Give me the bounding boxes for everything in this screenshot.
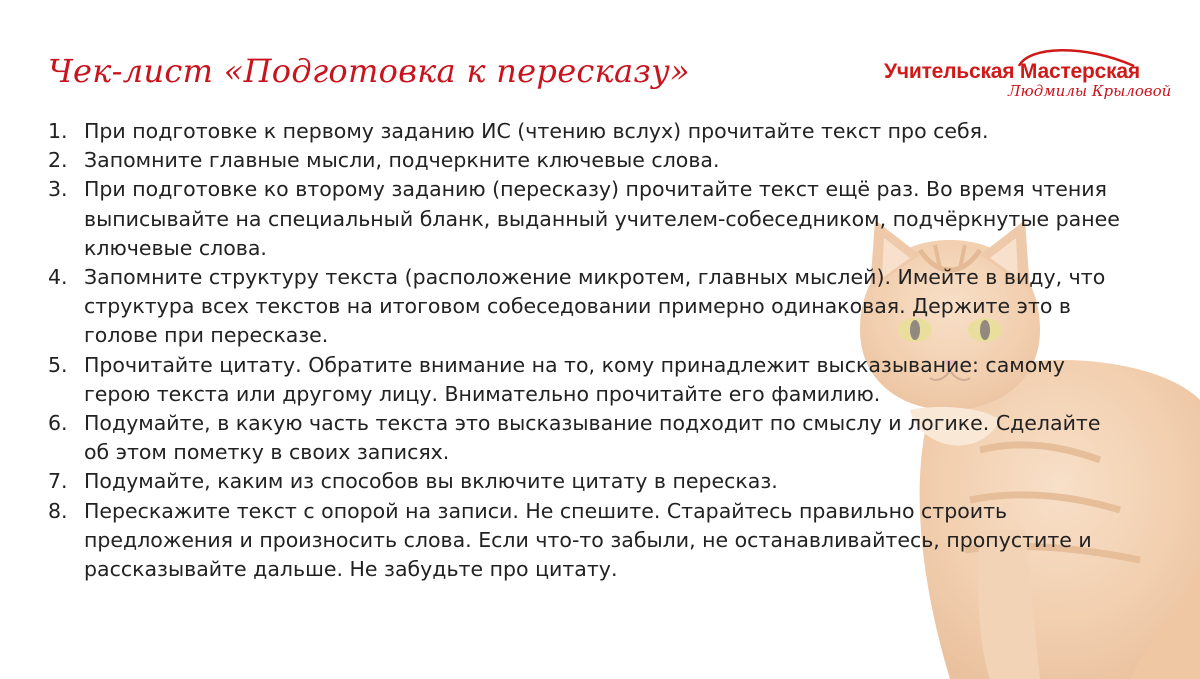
item-number: 7.: [48, 469, 68, 494]
item-number: 4.: [48, 265, 68, 290]
item-text: Подумайте, каким из способов вы включите цитату в пересказ.: [84, 469, 778, 494]
brand-logo: [884, 40, 1172, 110]
checklist-item: [48, 146, 1128, 175]
checklist-item: [48, 467, 1128, 496]
page-title: Чек-лист «Подготовка к пересказу»: [48, 52, 690, 90]
item-number: 5.: [48, 352, 68, 377]
item-text: Прочитайте цитату. Обратите внимание на то, кому принадлежит высказывание: самому герою текста или другому лицу. Внимательно прочитайте его фамилию.: [84, 352, 1065, 406]
checklist: [48, 117, 1128, 584]
item-number: 8.: [48, 498, 68, 523]
item-text: Запомните главные мысли, подчеркните ключевые слова.: [84, 148, 720, 173]
checklist-item: [48, 409, 1128, 467]
checklist-item: [48, 263, 1128, 351]
checklist-item: [48, 175, 1128, 263]
checklist-item: [48, 497, 1128, 585]
checklist-item: [48, 117, 1128, 146]
item-text: Запомните структуру текста (расположение микротем, главных мыслей). Имейте в виду, что структура всех текстов на итоговом собеседовании примерно одинаковая. Держите это в голове при пересказе.: [84, 265, 1106, 348]
item-number: 3.: [48, 177, 68, 202]
item-number: 6.: [48, 411, 68, 436]
logo-title: Учительская Мастерская: [884, 60, 1140, 83]
item-number: 2.: [48, 148, 68, 173]
item-number: 1.: [48, 119, 68, 143]
item-text: Перескажите текст с опорой на записи. Не спешите. Старайтесь правильно строить предложения и произносить слова. Если что-то забыли, не останавливайтесь, пропустите и рассказывайте дальше. Не забудьте про цитату.: [84, 498, 1092, 582]
checklist-item: [48, 351, 1128, 409]
item-text: Подумайте, в какую часть текста это высказывание подходит по смыслу и логике. Сделайте об этом пометку в своих записях.: [84, 411, 1101, 465]
item-text: При подготовке к первому заданию ИС (чтению вслух) прочитайте текст про себя.: [84, 119, 989, 143]
item-text: При подготовке ко второму заданию (пересказу) прочитайте текст ещё раз. Во время чтения выписывайте на специальный бланк, выданный учителем-собеседником, подчёркнутые ранее ключевые слова.: [84, 177, 1120, 260]
logo-subtitle: Людмилы Крыловой: [1008, 82, 1172, 100]
